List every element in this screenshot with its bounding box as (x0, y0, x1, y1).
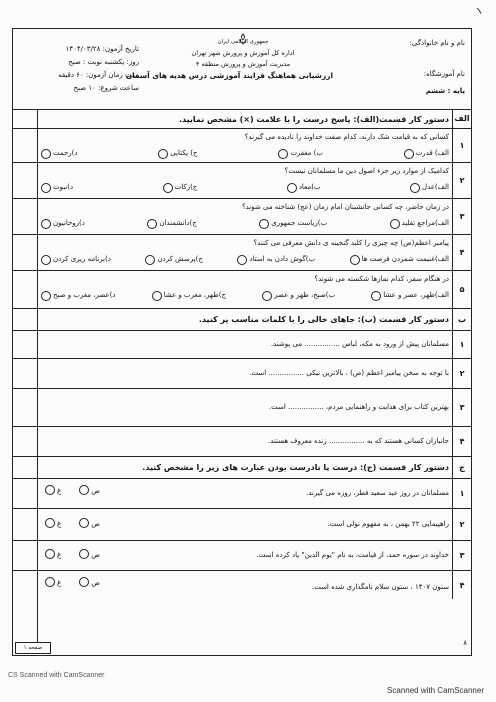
question-text: خداوند در سوره حمد، از قیامت، به نام "یوم الدین" یاد کرده است. (256, 551, 449, 559)
option-label: الف)ظهر، عصر و عشا (383, 291, 449, 299)
option-label: الف)عدل (422, 183, 449, 191)
option-c[interactable] (163, 181, 198, 194)
answer-circle-icon[interactable] (287, 183, 297, 193)
option-label: ب)ریاست جمهوری (271, 219, 328, 227)
true-option[interactable] (79, 549, 100, 559)
section-a-title: دستور کار قسمت(الف): پاسخ درست را با علامت (×) مشخص نمایید. (178, 115, 449, 124)
answer-circle-icon[interactable] (278, 149, 288, 159)
question-a4 (13, 235, 471, 271)
question-text[interactable]: با توجه به سخن پیامبر اعظم (ص) ، بالاترین نیکی ................ است. (249, 369, 449, 377)
section-a-label: الف (452, 109, 471, 128)
answer-circle-icon[interactable] (41, 219, 51, 229)
option-c[interactable] (158, 147, 197, 160)
question-b4 (13, 427, 471, 457)
option-a[interactable] (390, 217, 449, 230)
question-text: ستون ۱۴۰۷ ، ستون سلام نامگذاری شده است. (311, 583, 449, 591)
student-name-label: نام و نام خانوادگی: (409, 39, 465, 47)
question-text: راهپیمایی ۲۲ بهمن ، به مفهوم تولی است. (327, 520, 449, 528)
answer-circle-icon[interactable] (371, 291, 381, 301)
question-a2 (13, 163, 471, 199)
true-option[interactable] (79, 485, 100, 495)
score-cell (13, 479, 38, 508)
question-number: ۲ (452, 359, 471, 388)
true-label: ص (91, 577, 100, 587)
false-option[interactable] (45, 549, 61, 559)
option-c[interactable] (145, 253, 203, 266)
false-label: غ (57, 518, 62, 528)
answer-circle-icon[interactable] (41, 183, 51, 193)
false-label: غ (57, 485, 62, 495)
exam-header (13, 29, 471, 110)
exam-title: ارزشیابی هماهنگ فرایند آموزشی درس هدیه های آسمان (125, 71, 333, 80)
school-label: نام آموزشگاه: (423, 70, 465, 78)
score-cell (13, 109, 38, 128)
question-b3 (13, 389, 471, 427)
option-a[interactable] (404, 147, 449, 160)
score-cell (13, 331, 38, 358)
option-d[interactable] (41, 147, 77, 160)
option-label: ج)ظهر، مغرب و عشا (163, 291, 226, 299)
answer-circle-icon[interactable] (350, 255, 360, 265)
question-text: در هنگام سفر، کدام نمازها شکسته می شوند؟ (314, 275, 449, 283)
option-d[interactable] (41, 253, 111, 266)
option-b[interactable] (237, 253, 315, 266)
answer-circle-icon[interactable] (390, 219, 400, 229)
answer-circle-icon[interactable] (79, 485, 89, 495)
question-text: کسانی که به قیامت شک دارند، کدام صفت خداوند را نادیده می گیرند؟ (244, 133, 449, 141)
question-a1 (13, 129, 471, 163)
option-label: ج) یکتایی (170, 149, 198, 157)
question-number: ۴ (452, 571, 471, 599)
option-label: الف) قدرت (415, 149, 449, 157)
true-option[interactable] (79, 577, 100, 587)
false-label: غ (57, 577, 62, 587)
page-number-mark: ۱ (474, 5, 485, 18)
question-number: ۵ (452, 271, 471, 308)
score-cell (13, 235, 38, 270)
score-cell (13, 541, 38, 570)
answer-circle-icon[interactable] (79, 549, 89, 559)
scanner-watermark-left: CS Scanned with CamScanner (8, 672, 105, 679)
question-text[interactable]: جانبازان کسانی هستند که به ................ زنده معروف هستند. (268, 437, 449, 445)
option-d[interactable] (41, 181, 73, 194)
option-c[interactable] (147, 217, 196, 230)
question-c3 (13, 541, 471, 571)
option-label: ب)صبح، ظهر و عصر (274, 291, 336, 299)
exam-title-block (125, 39, 333, 81)
true-false-choice (45, 577, 100, 587)
option-b[interactable] (262, 289, 335, 302)
true-label: ص (91, 485, 100, 495)
option-a[interactable] (350, 253, 449, 266)
question-number: ۲ (452, 163, 471, 198)
answer-circle-icon[interactable] (152, 291, 162, 301)
option-d[interactable] (41, 217, 85, 230)
question-c2 (13, 509, 471, 541)
option-c[interactable] (152, 289, 226, 302)
question-c4 (13, 571, 471, 643)
score-cell (13, 359, 38, 388)
option-label: د)روحانیون (53, 219, 85, 227)
answer-circle-icon[interactable] (45, 577, 55, 587)
question-number: ۳ (452, 541, 471, 570)
district-label: مدیریت آموزش و پرورش منطقه ۴ (195, 60, 291, 68)
section-c-title: دستور کار قسمت (ج): درست یا نادرست بودن عبارت های زیر را مشخص کنید. (142, 463, 449, 472)
question-number: ۴ (452, 235, 471, 270)
answer-circle-icon[interactable] (41, 291, 51, 301)
country-label: جمهوری اسلامی ایران (217, 39, 269, 45)
exam-start: ساعت شروع: ۱۰ صبح (73, 84, 139, 92)
grade-label: پایه : ششم (425, 87, 465, 95)
option-label: الف)غنیمت شمردن فرصت ها (361, 255, 449, 263)
answer-circle-icon[interactable] (79, 577, 89, 587)
question-number: ۳ (452, 199, 471, 234)
false-label: غ (57, 549, 62, 559)
question-text[interactable]: بهترین کتاب برای هدایت و راهنمایی مردم، ................ است. (268, 403, 449, 411)
answer-circle-icon[interactable] (158, 149, 168, 159)
answer-circle-icon[interactable] (259, 219, 269, 229)
question-text: پیامبر اعظم(ص) چه چیزی را کلید گنجینه ی دانش معرفی می کنند؟ (253, 239, 449, 247)
answer-circle-icon[interactable] (163, 183, 173, 193)
section-a-header (13, 109, 471, 129)
score-cell (13, 271, 38, 308)
answer-circle-icon[interactable] (45, 518, 55, 528)
option-label: د)برنامه ریزی کردن (53, 255, 111, 263)
exam-day: روز: یکشنبه نوبت : صبح (68, 58, 139, 66)
question-b2 (13, 359, 471, 389)
option-b[interactable] (287, 181, 321, 194)
option-label: د)رحمت (53, 149, 78, 157)
false-option[interactable] (45, 485, 61, 495)
option-label: ب) مغفرت (290, 149, 323, 157)
true-label: ص (91, 549, 100, 559)
question-number: ۲ (452, 509, 471, 540)
section-c-label: ج (452, 457, 471, 478)
answer-circle-icon[interactable] (262, 291, 272, 301)
answer-circle-icon[interactable] (237, 255, 247, 265)
true-label: ص (91, 518, 100, 528)
score-cell (13, 129, 38, 162)
answer-circle-icon[interactable] (147, 219, 157, 229)
true-false-choice (45, 485, 100, 495)
section-b-header (13, 309, 471, 331)
section-c-header (13, 457, 471, 479)
score-cell (13, 309, 38, 330)
option-label: ج)پرسش کردن (157, 255, 203, 263)
option-label: د)عصر، مغرب و صبح (53, 291, 116, 299)
answer-circle-icon[interactable] (41, 149, 51, 159)
question-text[interactable]: مسلمانان پیش از ورود به مکه، لباس ................ می پوشند. (270, 340, 449, 348)
page-number-box: صفحه ۱ (15, 642, 51, 654)
answer-circle-icon[interactable] (410, 183, 420, 193)
score-cell (13, 427, 38, 456)
false-option[interactable] (45, 577, 61, 587)
option-a[interactable] (410, 181, 449, 194)
answer-circle-icon[interactable] (45, 549, 55, 559)
question-b1 (13, 331, 471, 359)
option-label: ج)دانشمندان (159, 219, 197, 227)
option-a[interactable] (371, 289, 449, 302)
exam-duration: مدت زمان آزمون: ۶۰ دقیقه (58, 71, 139, 79)
sheet-footer (13, 641, 471, 655)
question-text: مسلمانان در روز عید سعید فطر، روزه می گیرند. (306, 489, 449, 497)
question-c1 (13, 479, 471, 509)
score-cell (13, 571, 38, 643)
score-cell (13, 199, 38, 234)
score-cell (13, 163, 38, 198)
question-number: ۱ (452, 129, 471, 162)
exam-date: تاریخ آزمون: ۱۴۰۴/۰۳/۲۸ (65, 45, 139, 53)
true-false-choice (45, 518, 100, 528)
true-option[interactable] (79, 518, 100, 528)
answer-circle-icon[interactable] (45, 485, 55, 495)
option-d[interactable] (41, 289, 115, 302)
scanner-watermark-right: Scanned with CamScanner (387, 686, 484, 695)
student-info (410, 37, 466, 98)
false-option[interactable] (45, 518, 61, 528)
option-b[interactable] (259, 217, 327, 230)
question-text: در زمان حاضر، چه کسانی جانشینان امام زمان (عج) شناخته می شوند؟ (241, 203, 449, 211)
option-label: ب)گوش دادن به استاد (249, 255, 316, 263)
question-text: کدامیک از موارد زیر جزء اصول دین ما مسلمانان نیست؟ (284, 167, 449, 175)
section-b-title: دستور کار قسمت (ب): جاهای خالی را با کلمات مناسب پر کنید. (198, 315, 449, 324)
question-number: ۴ (452, 427, 471, 456)
answer-circle-icon[interactable] (79, 518, 89, 528)
score-cell (13, 509, 38, 540)
question-a5 (13, 271, 471, 309)
section-b-label: ب (452, 309, 471, 330)
question-number: ۱ (452, 331, 471, 358)
option-b[interactable] (278, 147, 323, 160)
question-a3 (13, 199, 471, 235)
answer-circle-icon[interactable] (41, 255, 51, 265)
option-label: ب)معاد (298, 183, 321, 191)
option-label: د)نبوت (53, 183, 74, 191)
option-label: الف)مراجع تقلید (401, 219, 449, 227)
question-number: ۱ (452, 479, 471, 508)
score-cell (13, 457, 38, 478)
answer-circle-icon[interactable] (404, 149, 414, 159)
true-false-choice (45, 549, 100, 559)
exam-sheet (12, 28, 472, 656)
exam-details (19, 43, 139, 95)
question-number: ۳ (452, 389, 471, 426)
office-label: اداره کل آموزش و پرورش شهر تهران (191, 49, 295, 57)
score-cell (13, 389, 38, 426)
answer-circle-icon[interactable] (145, 255, 155, 265)
option-label: ج)زکات (174, 183, 198, 191)
footer-mark: ۸ (463, 639, 467, 647)
